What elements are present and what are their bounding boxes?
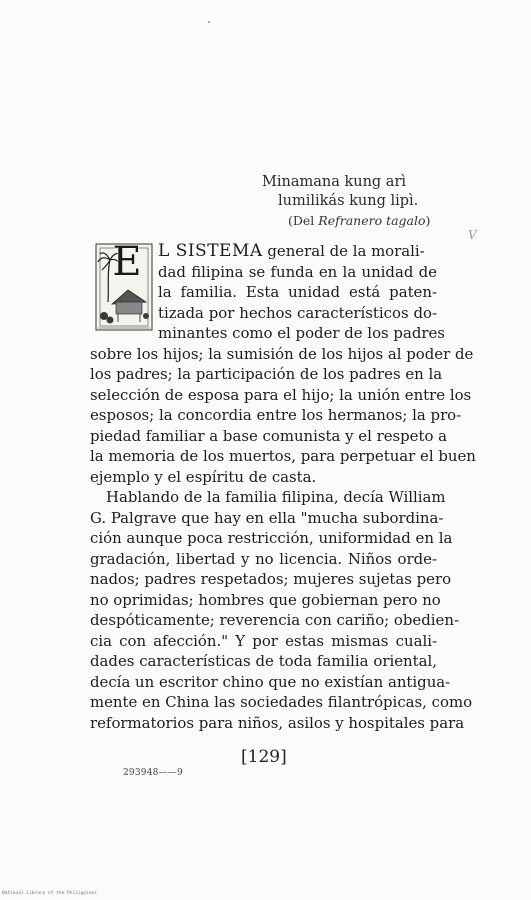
opening-caps: L SISTEMA	[158, 241, 263, 261]
text-line: minantes como el poder de los padres	[158, 324, 445, 342]
text-line: selección de esposa para el hijo; la unión entre los	[90, 386, 472, 404]
scan-credit: National Library of the Philippines	[2, 891, 97, 896]
text-line: reformatorios para niños, asilos y hospitales para	[90, 714, 465, 732]
dropcap-letter: E	[112, 242, 142, 285]
epigraph	[262, 173, 462, 211]
text-line: ejemplo y el espíritu de casta.	[90, 468, 317, 486]
text-line: mente en China las sociedades filantrópicas, como	[90, 693, 473, 711]
text-line: G. Palgrave que hay en ella "mucha subordina-	[90, 509, 444, 527]
illustrated-dropcap	[94, 242, 154, 332]
source-title: Refranero tagalo	[318, 213, 426, 228]
text-line: nados; padres respetados; mujeres sujetas pero	[90, 570, 452, 588]
text-line: la memoria de los muertos, para perpetuar el buen	[90, 447, 476, 465]
text-line: Hablando de la familia filipina, decía William	[106, 488, 446, 506]
text-line: la familia. Esta unidad está paten-	[158, 283, 437, 301]
text-line: sobre los hijos; la sumisión de los hijos al poder de	[90, 345, 474, 363]
source-prefix: (Del	[288, 213, 319, 228]
text-line: dad filipina se funda en la unidad de	[158, 263, 437, 281]
page-number: [129]	[241, 747, 287, 767]
epigraph-source	[288, 213, 430, 228]
text-line: dades características de toda familia oriental,	[90, 652, 437, 670]
opening-line-rest: general de la morali-	[262, 242, 425, 260]
epigraph-line-2: lumilikás kung lipì.	[278, 193, 419, 209]
text-line: ción aunque poca restricción, uniformidad en la	[90, 529, 453, 547]
text-line: los padres; la participación de los padres en la	[90, 365, 443, 383]
text-line	[158, 242, 437, 260]
printer-signature: 293948——9	[123, 768, 183, 778]
source-suffix: )	[425, 213, 431, 228]
text-line: despóticamente; reverencia con cariño; obedien-	[90, 611, 459, 629]
text-line: gradación, libertad y no licencia. Niños orde-	[90, 550, 437, 568]
paper-speck	[208, 21, 210, 23]
text-line: no oprimidas; hombres que gobiernan pero no	[90, 591, 441, 609]
margin-pencil-mark: V	[468, 228, 477, 242]
text-line: piedad familiar a base comunista y el respeto a	[90, 427, 448, 445]
text-line: esposos; la concordia entre los hermanos; la pro-	[90, 406, 462, 424]
text-line: cia con afección." Y por estas mismas cuali-	[90, 632, 437, 650]
text-line: tizada por hechos característicos do-	[158, 304, 437, 322]
epigraph-line-1: Minamana kung arì	[262, 174, 407, 190]
text-line: decía un escritor chino que no existían antigua-	[90, 673, 451, 691]
